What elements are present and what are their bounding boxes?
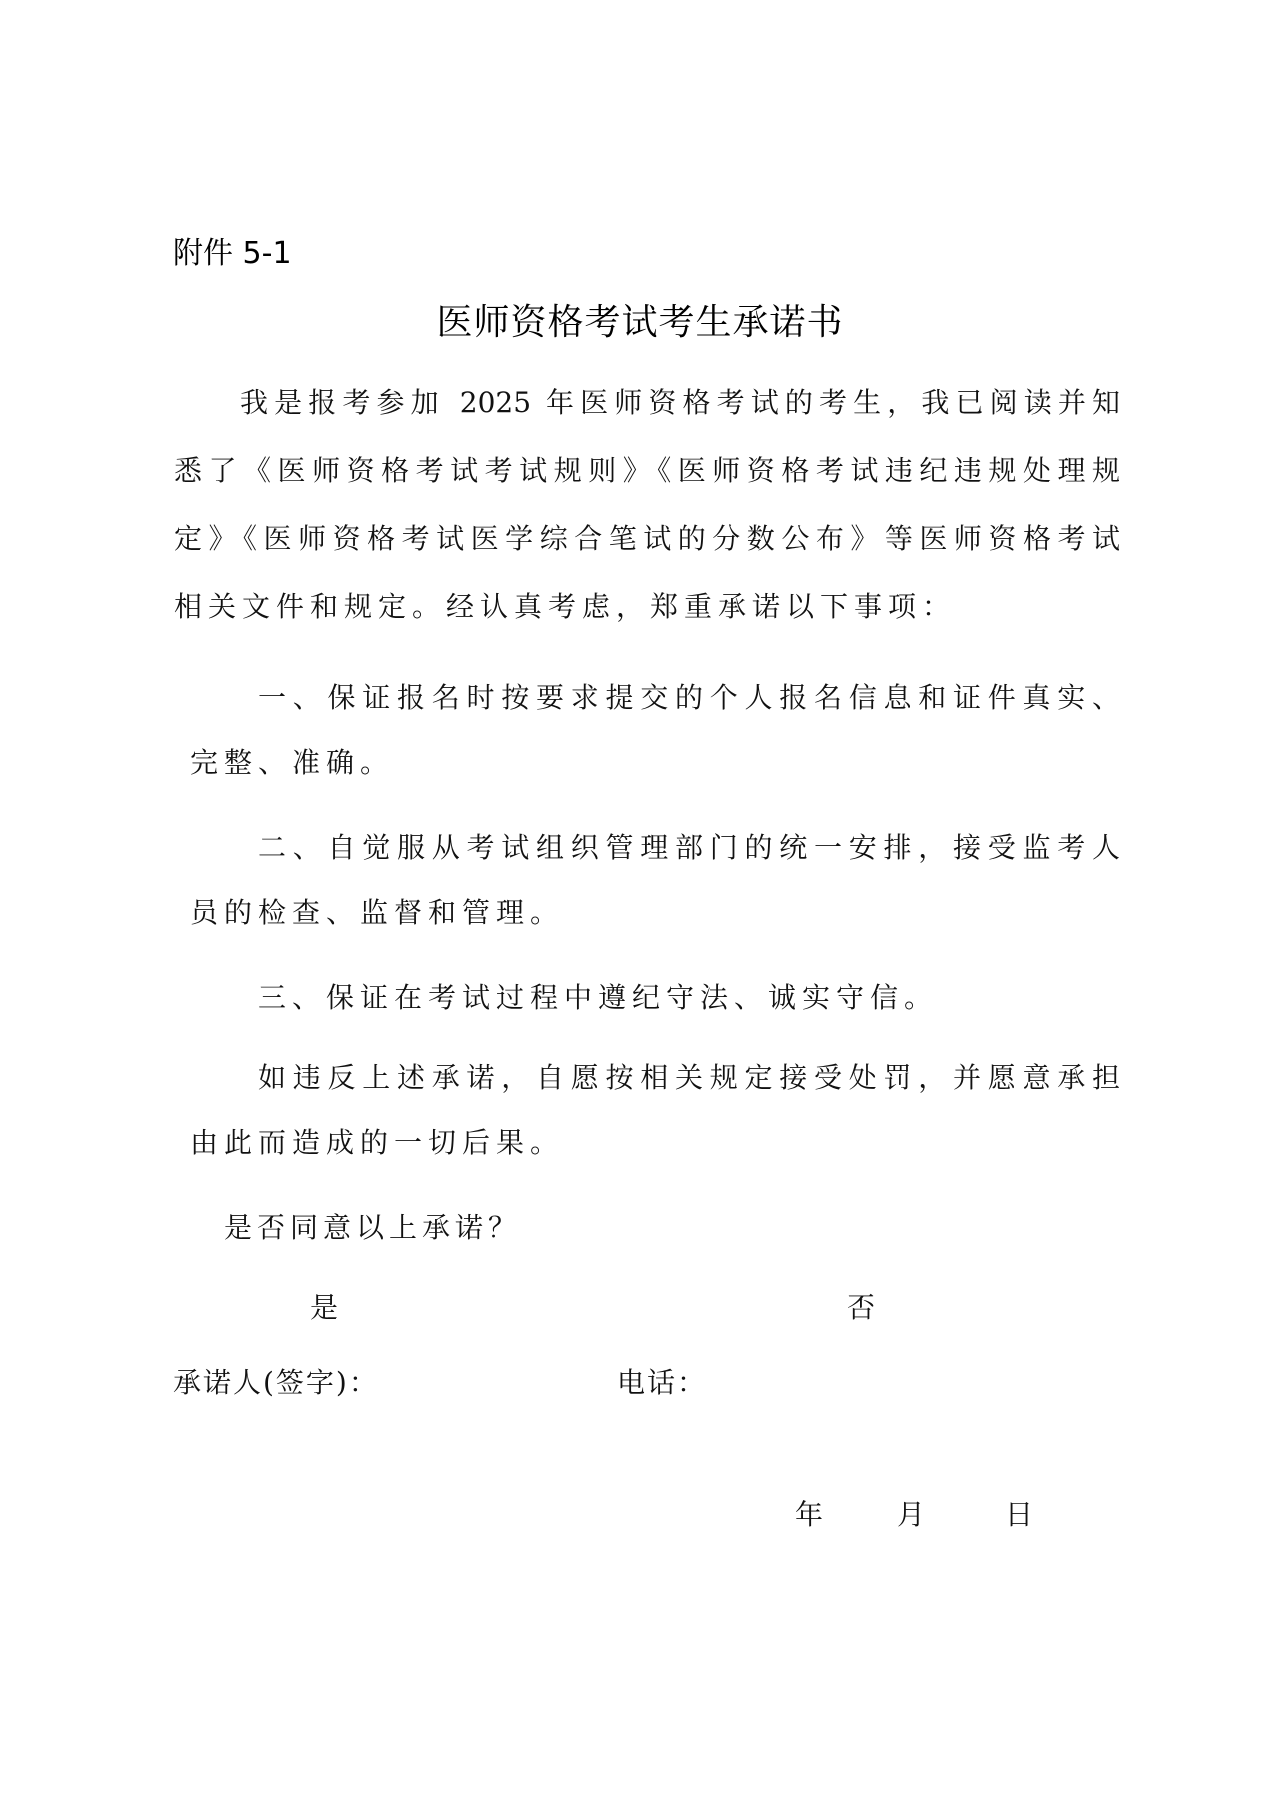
item-3-line-1: 三、保证在考试过程中遵纪守法、诚实守信。	[258, 981, 939, 1014]
date-month-label: 月	[897, 1498, 926, 1531]
attachment-label: 附件 5-1	[173, 236, 292, 271]
item-1-line-2: 完整、准确。	[190, 746, 395, 779]
option-no[interactable]: 否	[847, 1291, 876, 1324]
document-title: 医师资格考试考生承诺书	[436, 302, 844, 343]
option-yes[interactable]: 是	[310, 1291, 339, 1324]
intro-line-4: 相关文件和规定。经认真考虑，郑重承诺以下事项：	[174, 590, 957, 623]
date-year-label: 年	[795, 1498, 824, 1531]
signature-label: 承诺人(签字)：	[173, 1366, 379, 1399]
intro-line-2: 悉了《医师资格考试考试规则》《医师资格考试违纪违规处理规	[174, 454, 1120, 487]
intro-line-3: 定》《医师资格考试医学综合笔试的分数公布》等医师资格考试	[174, 522, 1120, 555]
agreement-question: 是否同意以上承诺？	[224, 1211, 522, 1244]
item-1-line-1: 一、保证报名时按要求提交的个人报名信息和证件真实、	[258, 681, 1120, 714]
phone-label: 电话：	[617, 1366, 708, 1399]
consequence-line-1: 如违反上述承诺，自愿按相关规定接受处罚，并愿意承担	[258, 1061, 1120, 1094]
date-day-label: 日	[1005, 1498, 1034, 1531]
item-2-line-2: 员的检查、监督和管理。	[190, 896, 565, 929]
intro-line-1: 我是报考参加 2025 年医师资格考试的考生，我已阅读并知	[240, 386, 1120, 419]
consequence-line-2: 由此而造成的一切后果。	[190, 1126, 565, 1159]
item-2-line-1: 二、自觉服从考试组织管理部门的统一安排，接受监考人	[258, 831, 1120, 864]
